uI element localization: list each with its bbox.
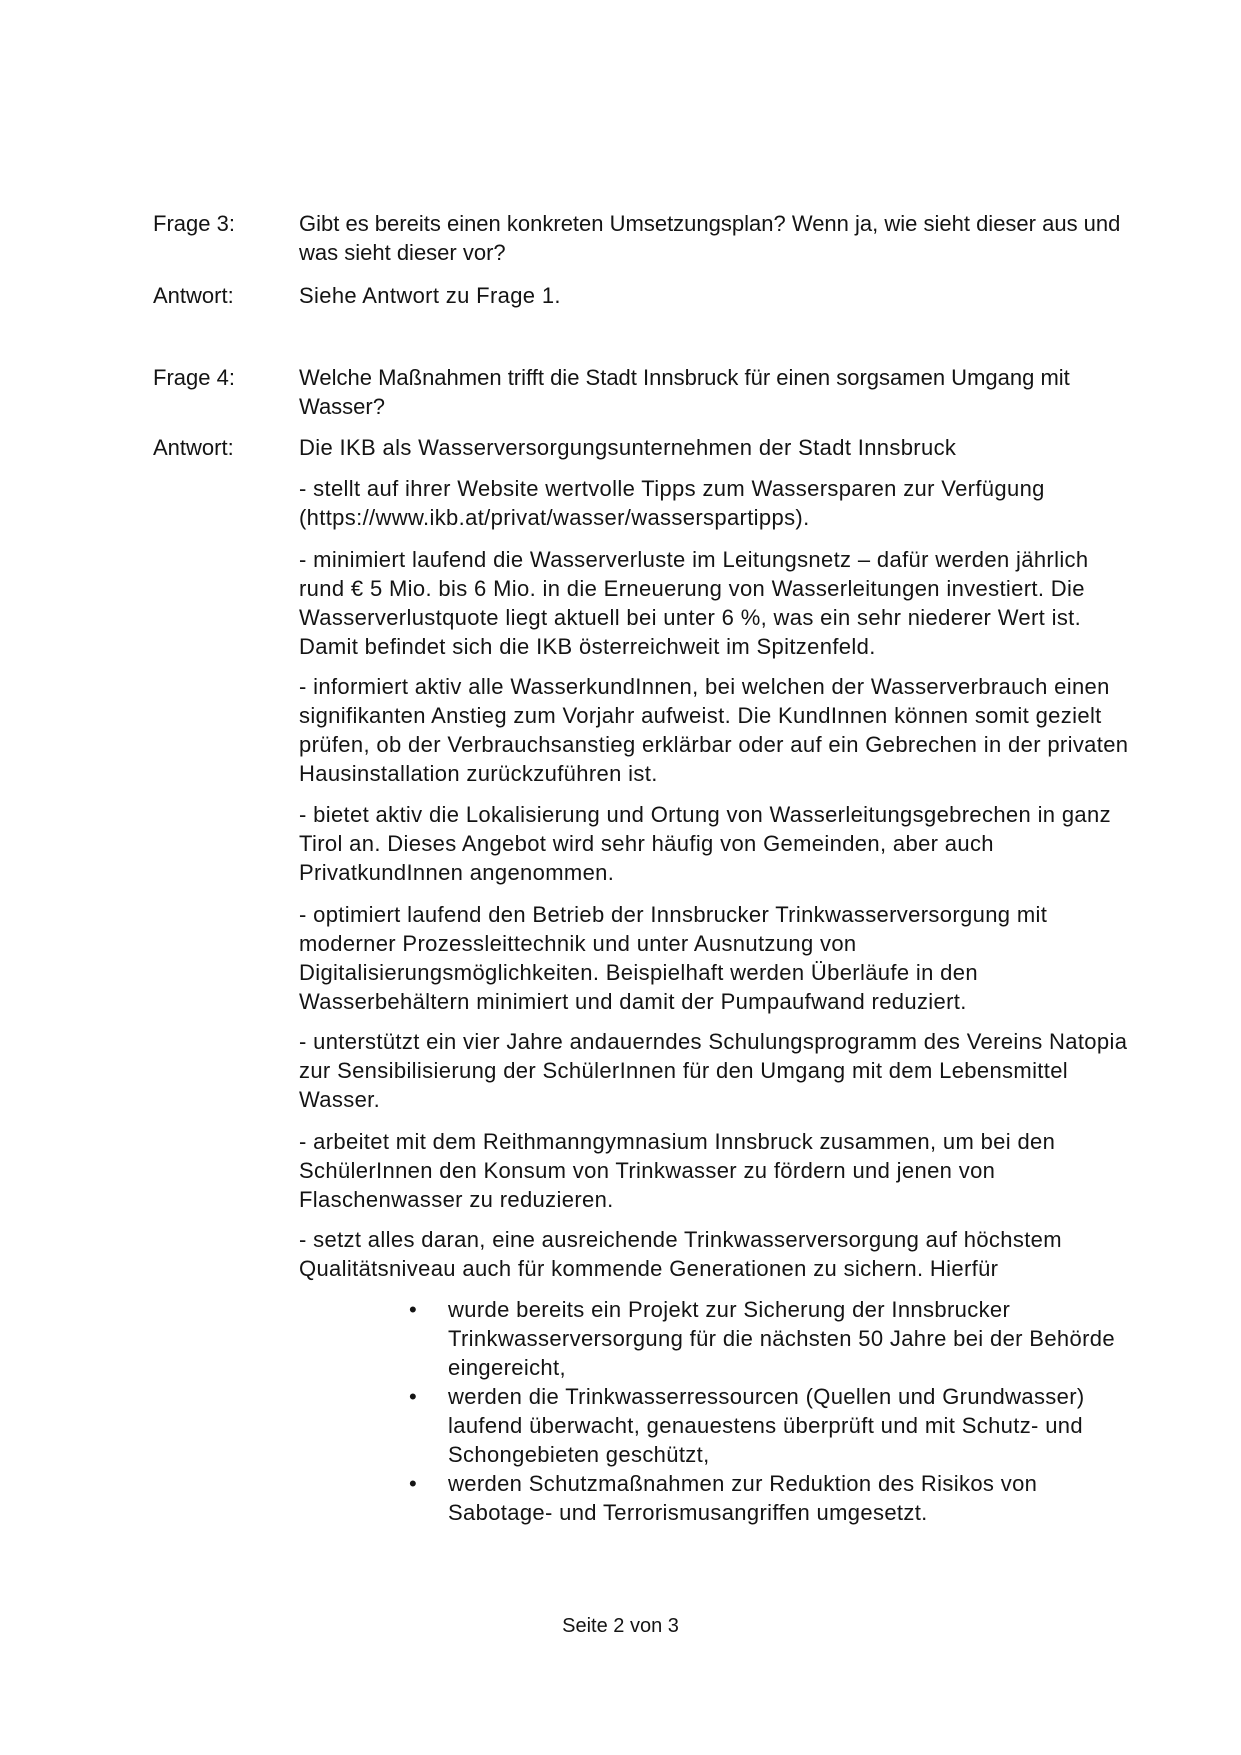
answer-4-intro: Die IKB als Wasserversorgungsunternehmen der Stadt Innsbruck: [299, 435, 957, 460]
answer-4-label: Antwort:: [153, 435, 234, 460]
answer-4-paragraph: - arbeitet mit dem Reithmanngymnasium Innsbruck zusammen, um bei den SchülerInnen den Konsum von Trinkwasser zu fördern und jenen von Flaschenwasser zu reduzieren.: [299, 1129, 1056, 1212]
measures-bullet-list: [405, 1295, 1135, 1527]
question-3-label: Frage 3:: [153, 211, 235, 236]
answer-4-paragraph: - optimiert laufend den Betrieb der Innsbrucker Trinkwasserversorgung mit moderner Prozessleittechnik und unter Ausnutzung von Digitalisierungsmöglichkeiten. Beispielhaft werden Überläufe in den Wasserbehältern minimiert und damit der Pumpaufwand reduziert.: [299, 902, 1048, 1014]
bullet-icon: •: [409, 1297, 418, 1322]
question-4-label: Frage 4:: [153, 365, 235, 390]
list-item: [405, 1295, 1135, 1382]
answer-4-paragraph: - minimiert laufend die Wasserverluste im Leitungsnetz – dafür werden jährlich rund € 5 Mio. bis 6 Mio. in die Erneuerung von Wasserleitungen investiert. Die Wasserverlustquote liegt aktuell bei unter 6 %, was ein sehr niederer Wert ist. Damit befindet sich die IKB österreichweit im Spitzenfeld.: [299, 547, 1089, 659]
answer-4-paragraph: - bietet aktiv die Lokalisierung und Ortung von Wasserleitungsgebrechen in ganz Tirol an. Dieses Angebot wird sehr häufig von Gemeinden, aber auch PrivatkundInnen angenommen.: [299, 802, 1111, 885]
page-number: Seite 2 von 3: [562, 1615, 679, 1637]
list-item-text: werden die Trinkwasserressourcen (Quellen und Grundwasser) laufend überwacht, genauestens überprüft und mit Schutz- und Schongebieten geschützt,: [448, 1384, 1085, 1467]
question-3-text: Gibt es bereits einen konkreten Umsetzungsplan? Wenn ja, wie sieht dieser aus und was sieht dieser vor?: [299, 211, 1121, 265]
list-item-text: werden Schutzmaßnahmen zur Reduktion des Risikos von Sabotage- und Terrorismusangriffen umgesetzt.: [448, 1471, 1038, 1525]
answer-3-text: Siehe Antwort zu Frage 1.: [299, 283, 561, 308]
bullet-icon: •: [409, 1384, 418, 1409]
answer-3-label: Antwort:: [153, 283, 234, 308]
answer-4-paragraph: - stellt auf ihrer Website wertvolle Tipps zum Wassersparen zur Verfügung (https://www.ikb.at/privat/wasser/wasserspartipps).: [299, 476, 1045, 530]
answer-4-paragraph: - setzt alles daran, eine ausreichende Trinkwasserversorgung auf höchstem Qualitätsniveau auch für kommende Generationen zu sichern. Hierfür: [299, 1227, 1062, 1281]
list-item: [405, 1469, 1135, 1527]
answer-4-paragraph: - informiert aktiv alle WasserkundInnen, bei welchen der Wasserverbrauch einen signifikanten Anstieg zum Vorjahr aufweist. Die KundInnen können somit gezielt prüfen, ob der Verbrauchsanstieg erklärbar oder auf ein Gebrechen in der privaten Hausinstallation zurückzuführen ist.: [299, 674, 1129, 786]
list-item: [405, 1382, 1135, 1469]
list-item-text: wurde bereits ein Projekt zur Sicherung der Innsbrucker Trinkwasserversorgung für die nächsten 50 Jahre bei der Behörde eingereicht,: [448, 1297, 1115, 1380]
answer-4-paragraph: - unterstützt ein vier Jahre andauerndes Schulungsprogramm des Vereins Natopia zur Sensibilisierung der SchülerInnen für den Umgang mit dem Lebensmittel Wasser.: [299, 1029, 1128, 1112]
question-4-text: Welche Maßnahmen trifft die Stadt Innsbruck für einen sorgsamen Umgang mit Wasser?: [299, 365, 1070, 419]
bullet-icon: •: [409, 1471, 418, 1496]
